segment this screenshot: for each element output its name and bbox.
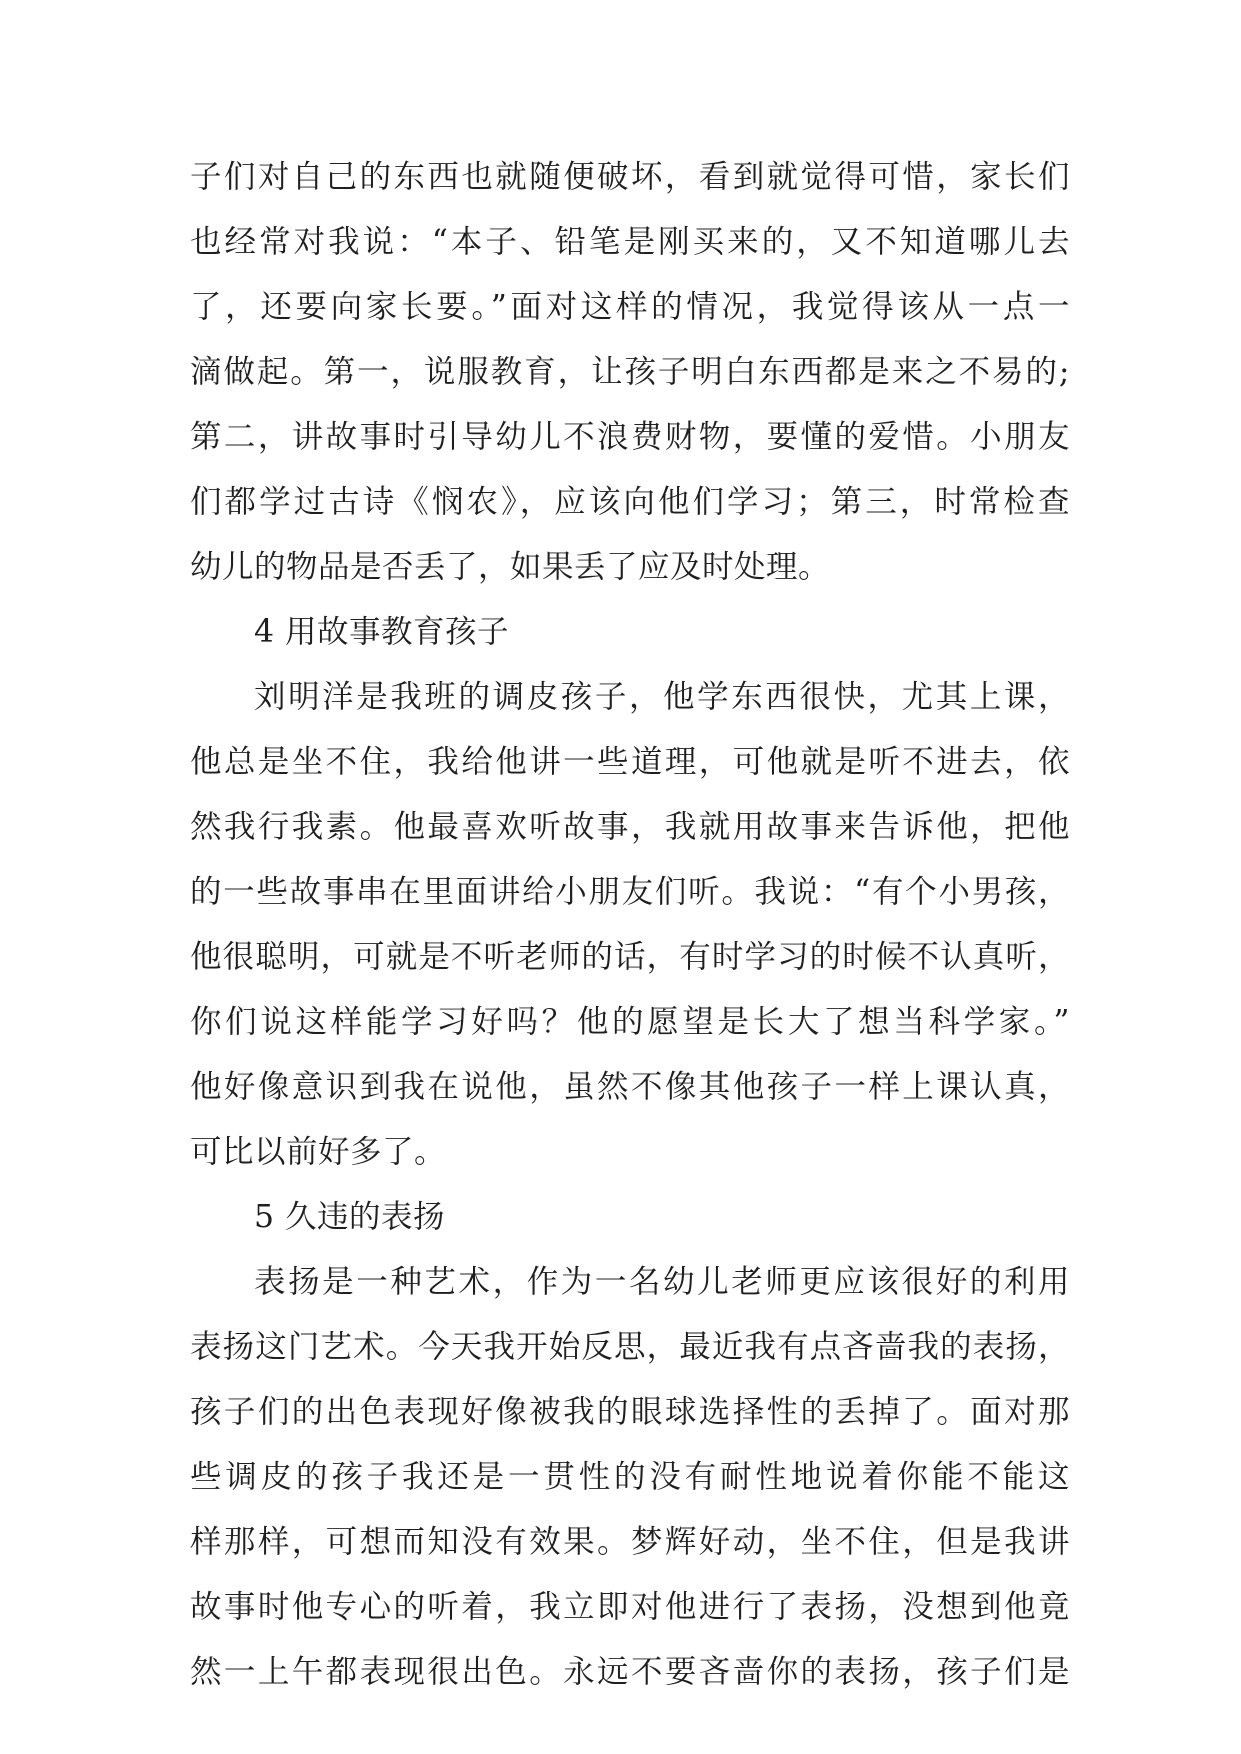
text-line: 孩子们的出色表现好像被我的眼球选择性的丢掉了。面对那 <box>190 1394 1070 1430</box>
text-line: 他好像意识到我在说他，虽然不像其他孩子一样上课认真， <box>190 1069 1070 1105</box>
text-line: 们都学过古诗《悯农》，应该向他们学习；第三，时常检查 <box>190 484 1070 520</box>
text-line: 了，还要向家长要。”面对这样的情况，我觉得该从一点一 <box>190 289 1070 325</box>
text-line: 幼儿的物品是否丢了，如果丢了应及时处理。 <box>190 549 831 585</box>
text-line: 表扬这门艺术。今天我开始反思，最近我有点吝啬我的表扬， <box>190 1329 1070 1365</box>
paragraph-first-line: 刘明洋是我班的调皮孩子，他学东西很快，尤其上课， <box>254 679 1070 715</box>
text-line: 他总是坐不住，我给他讲一些道理，可他就是听不进去，依 <box>190 744 1070 780</box>
text-line: 样那样，可想而知没有效果。梦辉好动，坐不住，但是我讲 <box>190 1524 1070 1560</box>
text-line: 然一上午都表现很出色。永远不要吝啬你的表扬，孩子们是 <box>190 1654 1070 1690</box>
text-line: 第二，讲故事时引导幼儿不浪费财物，要懂的爱惜。小朋友 <box>190 419 1070 455</box>
text-line: 子们对自己的东西也就随便破坏，看到就觉得可惜，家长们 <box>190 159 1070 195</box>
section-heading: 5 久违的表扬 <box>254 1199 446 1235</box>
text-line: 他很聪明，可就是不听老师的话，有时学习的时候不认真听， <box>190 939 1070 975</box>
text-line: 滴做起。第一，说服教育，让孩子明白东西都是来之不易的; <box>190 354 1070 390</box>
text-line: 你们说这样能学习好吗？他的愿望是长大了想当科学家。” <box>190 1004 1070 1040</box>
text-line: 些调皮的孩子我还是一贯性的没有耐性地说着你能不能这 <box>190 1459 1070 1495</box>
section-heading: 4 用故事教育孩子 <box>254 614 510 650</box>
text-line: 可比以前好多了。 <box>190 1134 447 1170</box>
paragraph-first-line: 表扬是一种艺术，作为一名幼儿老师更应该很好的利用 <box>254 1264 1070 1300</box>
text-line: 也经常对我说：“本子、铅笔是刚买来的，又不知道哪儿去 <box>190 224 1070 260</box>
text-line: 然我行我素。他最喜欢听故事，我就用故事来告诉他，把他 <box>190 809 1070 845</box>
text-line: 故事时他专心的听着，我立即对他进行了表扬，没想到他竟 <box>190 1589 1070 1625</box>
document-body <box>190 145 1070 1705</box>
text-line: 的一些故事串在里面讲给小朋友们听。我说：“有个小男孩， <box>190 874 1070 910</box>
